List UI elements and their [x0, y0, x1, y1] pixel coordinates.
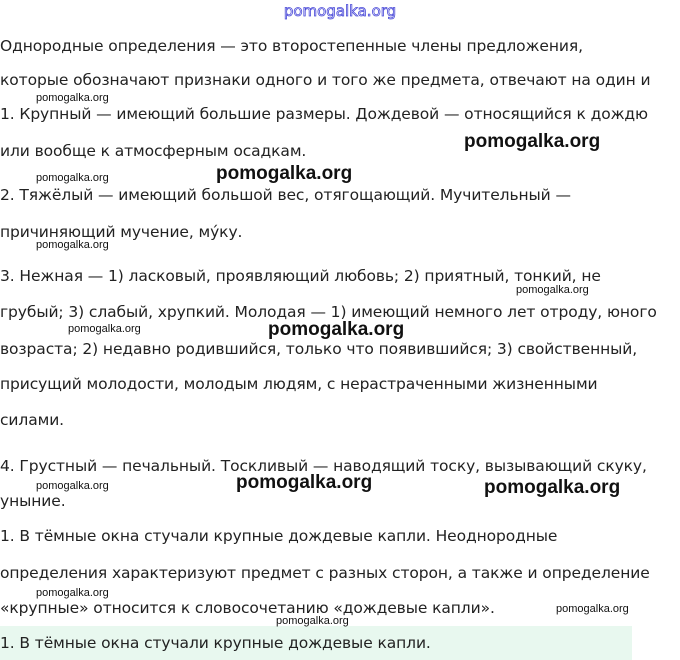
watermark-small: pomogalka.org: [516, 284, 589, 296]
paragraph-line: или вообще к атмосферным осадкам.: [0, 142, 307, 160]
watermark-small: pomogalka.org: [68, 323, 141, 335]
paragraph-line: 4. Грустный — печальный. Тоскливый — наводящий тоску, вызывающий скуку,: [0, 457, 647, 475]
watermark-small: pomogalka.org: [556, 603, 629, 615]
watermark-small: pomogalka.org: [36, 239, 109, 251]
paragraph-line: причиняющий мучение, му́ку.: [0, 223, 243, 241]
watermark-small: pomogalka.org: [36, 587, 109, 599]
paragraph-line: определения характеризуют предмет с разных сторон, а также и определение: [0, 564, 650, 582]
paragraph-line: присущий молодости, молодым людям, с нерастраченными жизненными: [0, 375, 598, 393]
watermark-small: pomogalka.org: [36, 480, 109, 492]
paragraph-line: силами.: [0, 411, 64, 429]
watermark-large: pomogalka.org: [464, 131, 601, 152]
watermark-small: pomogalka.org: [36, 92, 109, 104]
watermark-small: pomogalka.org: [276, 615, 349, 627]
paragraph-line: 1. В тёмные окна стучали крупные дождевые капли. Неоднородные: [0, 527, 558, 545]
answer-line: 1. В тёмные окна стучали крупные дождевые капли.: [0, 634, 431, 652]
paragraph-line: 3. Нежная — 1) ласковый, проявляющий любовь; 2) приятный, тонкий, не: [0, 267, 601, 285]
watermark-large: pomogalka.org: [216, 163, 353, 184]
watermark-header: pomogalka.org: [283, 2, 397, 20]
paragraph-line: 2. Тяжёлый — имеющий большой вес, отягощающий. Мучительный —: [0, 186, 571, 204]
paragraph-line: «крупные» относится к словосочетанию «дождевые капли».: [0, 599, 495, 617]
paragraph-line: Однородные определения — это второстепенные члены предложения,: [0, 37, 583, 55]
paragraph-line: уныние.: [0, 492, 66, 510]
paragraph-line: грубый; 3) слабый, хрупкий. Молодая — 1) имеющий немного лет отроду, юного: [0, 303, 657, 321]
watermark-small: pomogalka.org: [36, 172, 109, 184]
paragraph-line: которые обозначают признаки одного и того же предмета, отвечают на один и: [0, 71, 651, 89]
paragraph-line: возраста; 2) недавно родившийся, только что появившийся; 3) свойственный,: [0, 340, 638, 358]
paragraph-line: 1. Крупный — имеющий большие размеры. Дождевой — относящийся к дождю: [0, 105, 648, 123]
watermark-large: pomogalka.org: [268, 319, 405, 340]
watermark-large: pomogalka.org: [484, 477, 621, 498]
watermark-large: pomogalka.org: [236, 472, 373, 493]
